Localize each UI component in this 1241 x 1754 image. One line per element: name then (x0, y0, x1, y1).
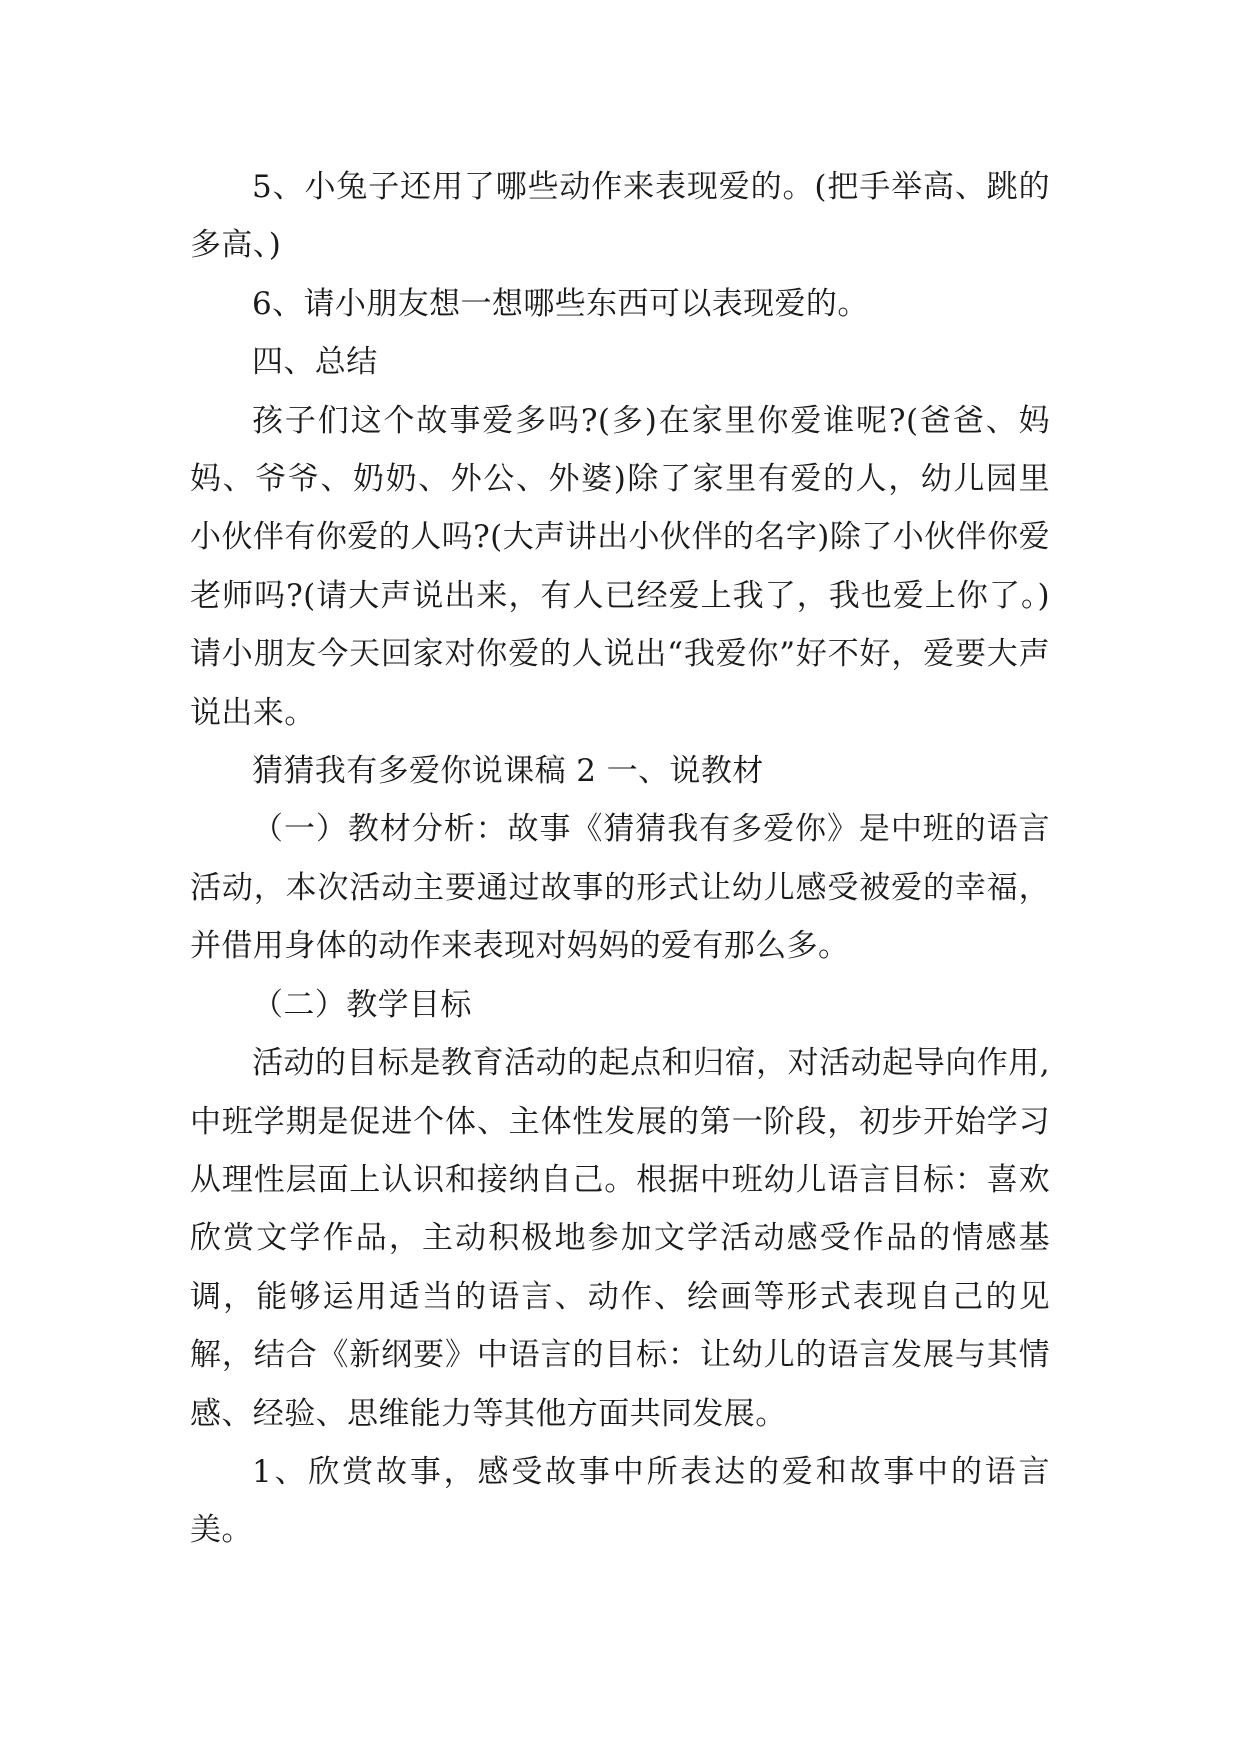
paragraph-material-analysis: （一）教材分析：故事《猜猜我有多爱你》是中班的语言活动，本次活动主要通过故事的形式让幼儿感受被爱的幸福，并借用身体的动作来表现对妈妈的爱有那么多。 (190, 811, 1050, 965)
paragraph-goals-text: 活动的目标是教育活动的起点和归宿，对活动起导向作用,中班学期是促进个体、主体性发展的第一阶段，初步开始学习从理性层面上认识和接纳自己。根据中班幼儿语言目标：喜欢欣赏文学作品，主动积极地参加文学活动感受作品的情感基调，能够运用适当的语言、动作、绘画等形式表现自己的见解，结合《新纲要》中语言的目标：让幼儿的语言发展与其情感、经验、思维能力等其他方面共同发展。 (190, 1045, 1050, 1432)
section-heading-summary: 四、总结 (252, 344, 378, 381)
section-heading-lecture-2: 猜猜我有多爱你说课稿 2 一、说教材 (252, 753, 764, 790)
paragraph-item-6: 6、请小朋友想一想哪些东西可以表现爱的。 (252, 285, 869, 322)
paragraph-item-5: 5、小兔子还用了哪些动作来表现爱的。(把手举高、跳的多高、) (190, 169, 1050, 264)
paragraph-summary-text: 孩子们这个故事爱多吗?(多)在家里你爱谁呢?(爸爸、妈妈、爷爷、奶奶、外公、外婆)除了家里有爱的人，幼儿园里小伙伴有你爱的人吗?(大声讲出小伙伴的名字)除了小伙伴你爱老师吗?(请大声说出来，有人已经爱上我了，我也爱上你了。)请小朋友今天回家对你爱的人说出“我爱你”好不好，爱要大声说出来。 (190, 402, 1050, 731)
paragraph-goal-1: 1、欣赏故事，感受故事中所表达的爱和故事中的语言美。 (190, 1453, 1050, 1549)
subheading-teaching-goals: （二）教学目标 (252, 986, 472, 1023)
document-body (190, 158, 1050, 1560)
